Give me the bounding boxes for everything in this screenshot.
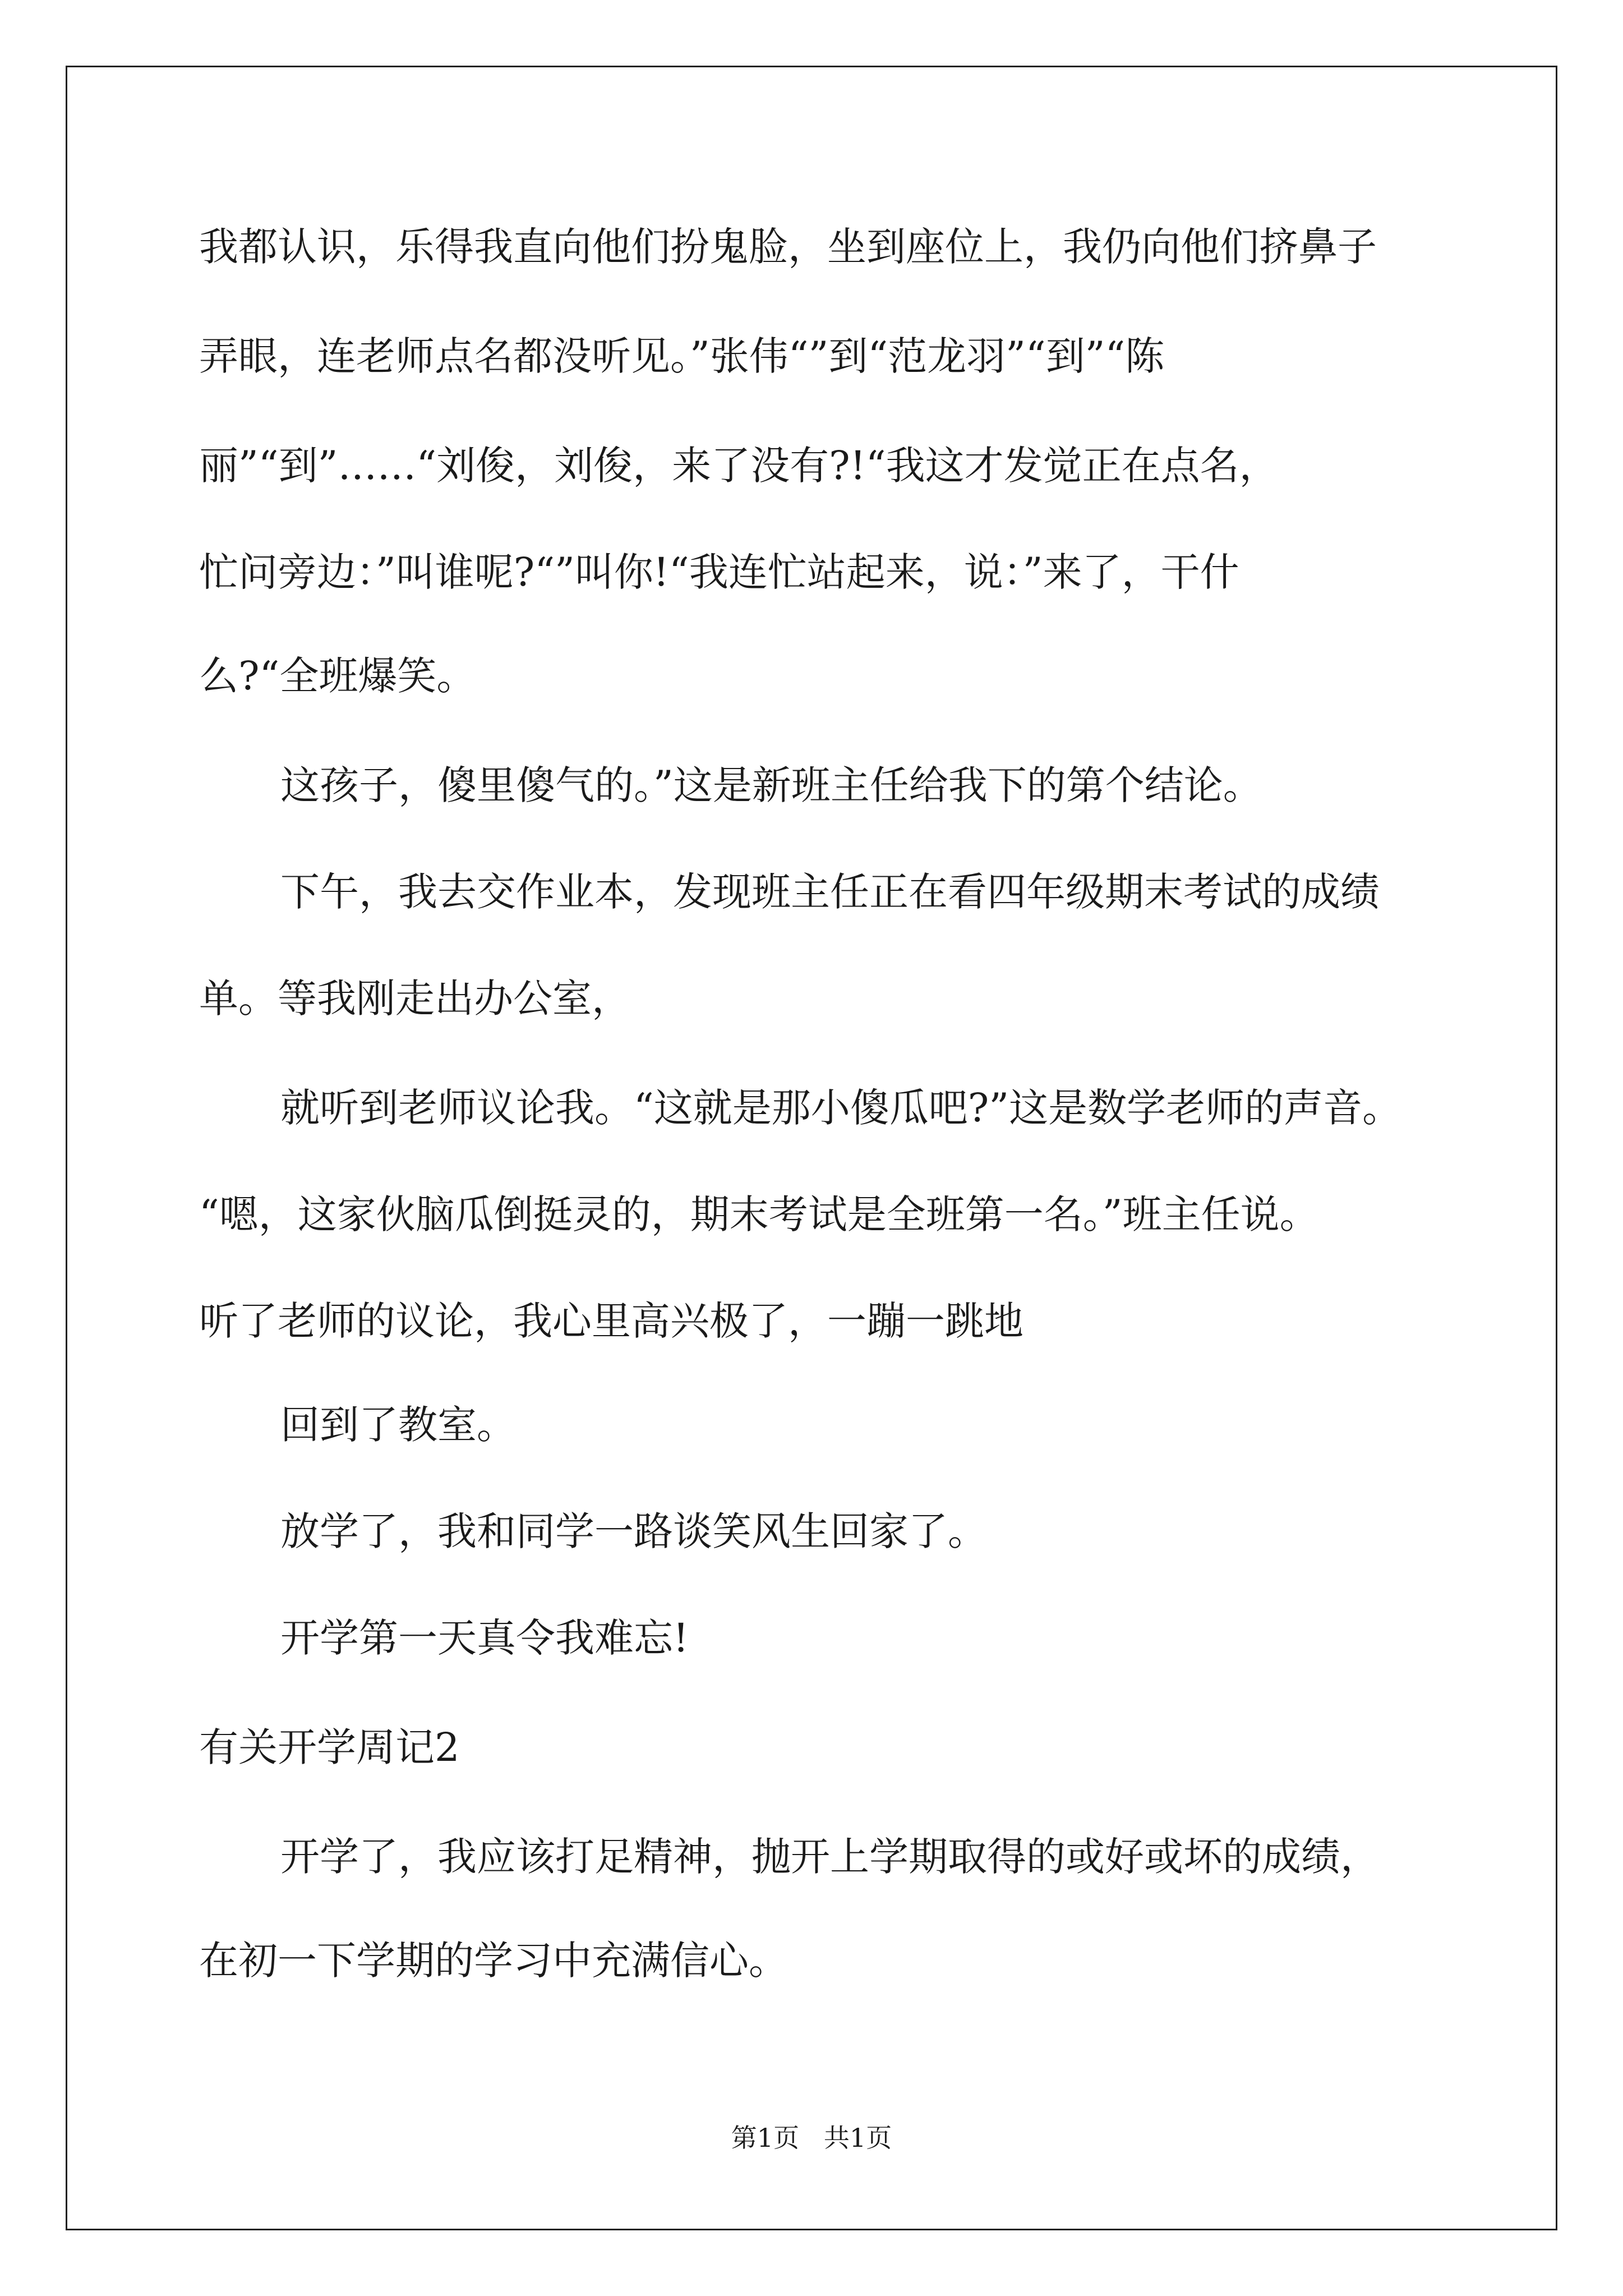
paragraph-line: 开学第一天真令我难忘! bbox=[280, 1615, 689, 1661]
paragraph-line: 听了老师的议论，我心里高兴极了，一蹦一跳地 bbox=[199, 1298, 1023, 1344]
paragraph-line: 弄眼，连老师点名都没听见。”张伟“”到“范龙羽”“到”“陈 bbox=[199, 333, 1165, 379]
paragraph-line: 忙问旁边：”叫谁呢?“”叫你!“我连忙站起来，说：”来了，干什 bbox=[199, 549, 1239, 595]
paragraph-line: 丽”“到”……“刘俊，刘俊，来了没有?!“我这才发觉正在点名， bbox=[199, 443, 1279, 489]
paragraph-line: 就听到老师议论我。“这就是那小傻瓜吧?”这是数学老师的声音。 bbox=[280, 1085, 1402, 1131]
paragraph-line: 回到了教室。 bbox=[280, 1402, 516, 1448]
paragraph-line: 在初一下学期的学习中充满信心。 bbox=[199, 1938, 788, 1984]
paragraph-line: 下午，我去交作业本，发现班主任正在看四年级期末考试的成绩 bbox=[280, 869, 1380, 915]
page-border bbox=[66, 66, 1557, 2230]
paragraph-line: “嗯，这家伙脑瓜倒挺灵的，期末考试是全班第一名。”班主任说。 bbox=[199, 1191, 1319, 1237]
section-heading: 有关开学周记2 bbox=[199, 1724, 460, 1770]
paragraph-line: 放学了，我和同学一路谈笑风生回家了。 bbox=[280, 1508, 987, 1554]
paragraph-line: 么?“全班爆笑。 bbox=[199, 653, 476, 699]
paragraph-line: 这孩子，傻里傻气的。”这是新班主任给我下的第个结论。 bbox=[280, 762, 1262, 808]
paragraph-line: 单。等我刚走出办公室， bbox=[199, 976, 631, 1022]
paragraph-line: 开学了，我应该打足精神，抛开上学期取得的或好或坏的成绩， bbox=[280, 1834, 1380, 1880]
page-number-footer: 第1页 共1页 bbox=[731, 2123, 892, 2153]
paragraph-line: 我都认识，乐得我直向他们扮鬼脸，坐到座位上，我仍向他们挤鼻子 bbox=[199, 224, 1377, 270]
